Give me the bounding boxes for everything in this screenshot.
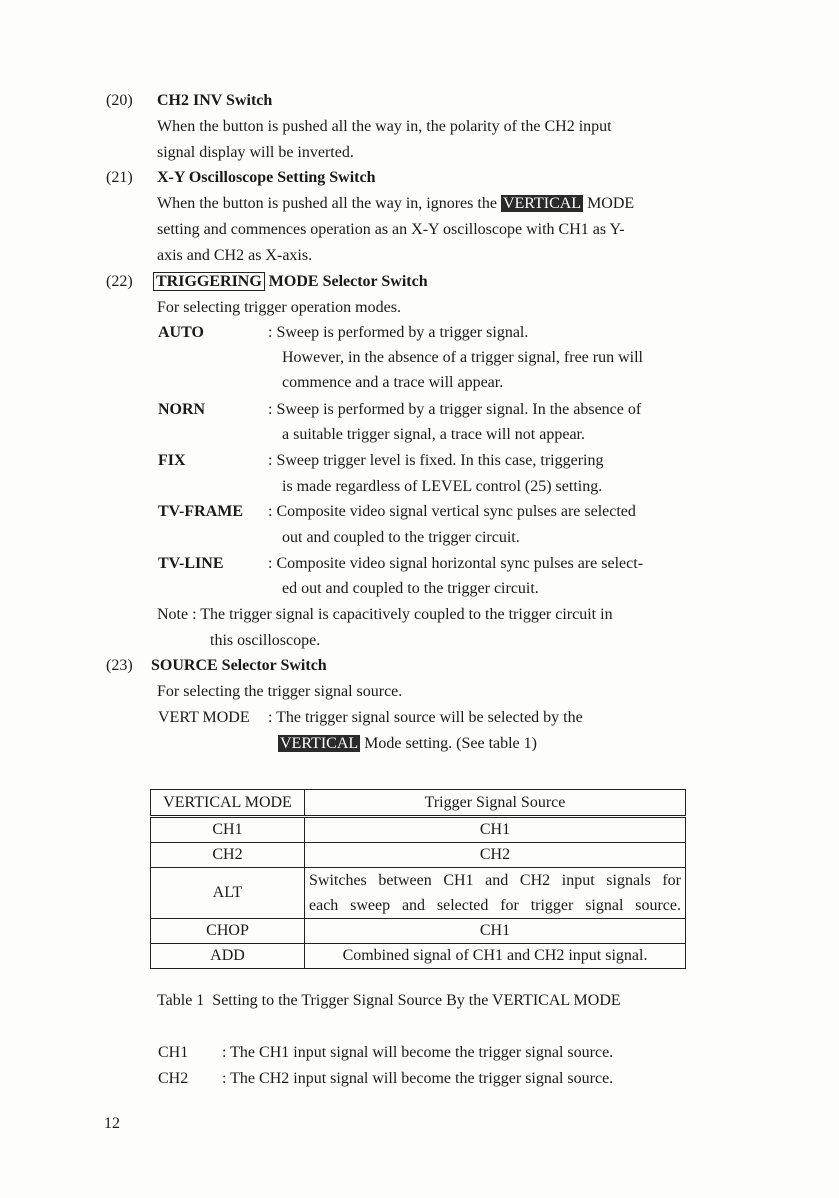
table-header-source: Trigger Signal Source [305, 790, 686, 817]
mode-tv-line-line-1: : Composite video signal horizontal sync pulses are select- [268, 555, 644, 572]
mode-tv-frame-label: TV-FRAME [158, 503, 244, 520]
table-row [151, 944, 686, 969]
item-number-21: (21) [106, 169, 133, 186]
mode-auto-line-3: commence and a trace will appear. [282, 374, 504, 391]
heading-triggering-mode-text: MODE Selector Switch [268, 273, 428, 290]
triggering-label-tag: TRIGGERING [153, 272, 265, 291]
triggering-intro: For selecting trigger operation modes. [157, 299, 401, 316]
table-cell-mode: ALT [151, 868, 305, 919]
mode-fix-label: FIX [158, 452, 186, 469]
heading-ch2-inv-switch: CH2 INV Switch [157, 92, 273, 109]
mode-auto-line-2: However, in the absence of a trigger signal, free run will [282, 349, 643, 366]
mode-auto-label: AUTO [158, 324, 204, 341]
note-ch2-text: : The CH2 input signal will become the trigger signal source. [222, 1070, 614, 1087]
xy-line-1-text: When the button is pushed all the way in, ignores the [157, 195, 497, 212]
xy-line-1 [157, 195, 634, 213]
table-cell-source: Combined signal of CH1 and CH2 input signal. [305, 944, 686, 969]
heading-triggering-mode [153, 273, 428, 291]
table-cell-source [305, 868, 686, 919]
trigger-note-line-1: Note : The trigger signal is capacitively coupled to the trigger circuit in [157, 606, 613, 623]
table-cell-source: CH2 [305, 843, 686, 868]
page-number: 12 [104, 1115, 120, 1132]
vert-mode-line-1: : The trigger signal source will be selected by the [268, 709, 583, 726]
vert-mode-line-2-text: Mode setting. (See table 1) [364, 735, 537, 752]
mode-tv-frame-line-2: out and coupled to the trigger circuit. [282, 529, 520, 546]
item-number-22: (22) [106, 273, 133, 290]
table-header-row [151, 790, 686, 817]
mode-auto-line-1: : Sweep is performed by a trigger signal. [268, 324, 529, 341]
item-number-23: (23) [106, 657, 133, 674]
table-row [151, 919, 686, 944]
ch2-inv-line-1: When the button is pushed all the way in, the polarity of the CH2 input [157, 118, 612, 135]
note-ch2-label: CH2 [158, 1070, 189, 1087]
table-row [151, 843, 686, 868]
table-cell-mode: CH2 [151, 843, 305, 868]
table-cell-mode: ADD [151, 944, 305, 969]
mode-tv-line-line-2: ed out and coupled to the trigger circuit. [282, 580, 539, 597]
mode-fix-line-2: is made regardless of LEVEL control (25) setting. [282, 478, 603, 495]
vert-mode-label: VERT MODE [158, 709, 250, 726]
table-cell-mode: CHOP [151, 919, 305, 944]
mode-tv-line-label: TV-LINE [158, 555, 224, 572]
mode-norn-line-2: a suitable trigger signal, a trace will not appear. [282, 426, 585, 443]
vertical-label-tag: VERTICAL [502, 195, 582, 212]
table-cell-mode: CH1 [151, 817, 305, 843]
table-header-mode: VERTICAL MODE [151, 790, 305, 817]
vertical-label-tag-2: VERTICAL [280, 735, 359, 752]
table-caption: Table 1 Setting to the Trigger Signal Source By the VERTICAL MODE [157, 992, 621, 1009]
item-number-20: (20) [106, 92, 133, 109]
mode-norn-line-1: : Sweep is performed by a trigger signal. In the absence of [268, 401, 642, 418]
mode-norn-label: NORN [158, 401, 206, 418]
trigger-note-line-2: this oscilloscope. [210, 632, 321, 649]
xy-line-3: axis and CH2 as X-axis. [157, 247, 313, 264]
heading-xy-setting-switch: X-Y Oscilloscope Setting Switch [157, 169, 376, 186]
note-ch1-label: CH1 [158, 1044, 189, 1061]
xy-line-2: setting and commences operation as an X-Y oscilloscope with CH1 as Y- [157, 221, 625, 238]
table-cell-source: CH1 [305, 919, 686, 944]
table-cell-source-line-2: each sweep and selected for trigger signal source. [309, 897, 681, 914]
table-cell-source-line-1: Switches between CH1 and CH2 input signals for [309, 872, 681, 889]
ch2-inv-line-2: signal display will be inverted. [157, 144, 354, 161]
note-ch1-text: : The CH1 input signal will become the trigger signal source. [222, 1044, 614, 1061]
table-cell-source: CH1 [305, 817, 686, 843]
mode-fix-line-1: : Sweep trigger level is fixed. In this case, triggering [268, 452, 604, 469]
source-intro: For selecting the trigger signal source. [157, 683, 403, 700]
table-row [151, 868, 686, 919]
vert-mode-line-2 [278, 735, 537, 753]
trigger-source-table [150, 789, 686, 969]
table-row [151, 817, 686, 843]
heading-source-selector: SOURCE Selector Switch [151, 657, 327, 674]
xy-line-1-mode: MODE [587, 195, 635, 212]
mode-tv-frame-line-1: : Composite video signal vertical sync pulses are selected [268, 503, 636, 520]
